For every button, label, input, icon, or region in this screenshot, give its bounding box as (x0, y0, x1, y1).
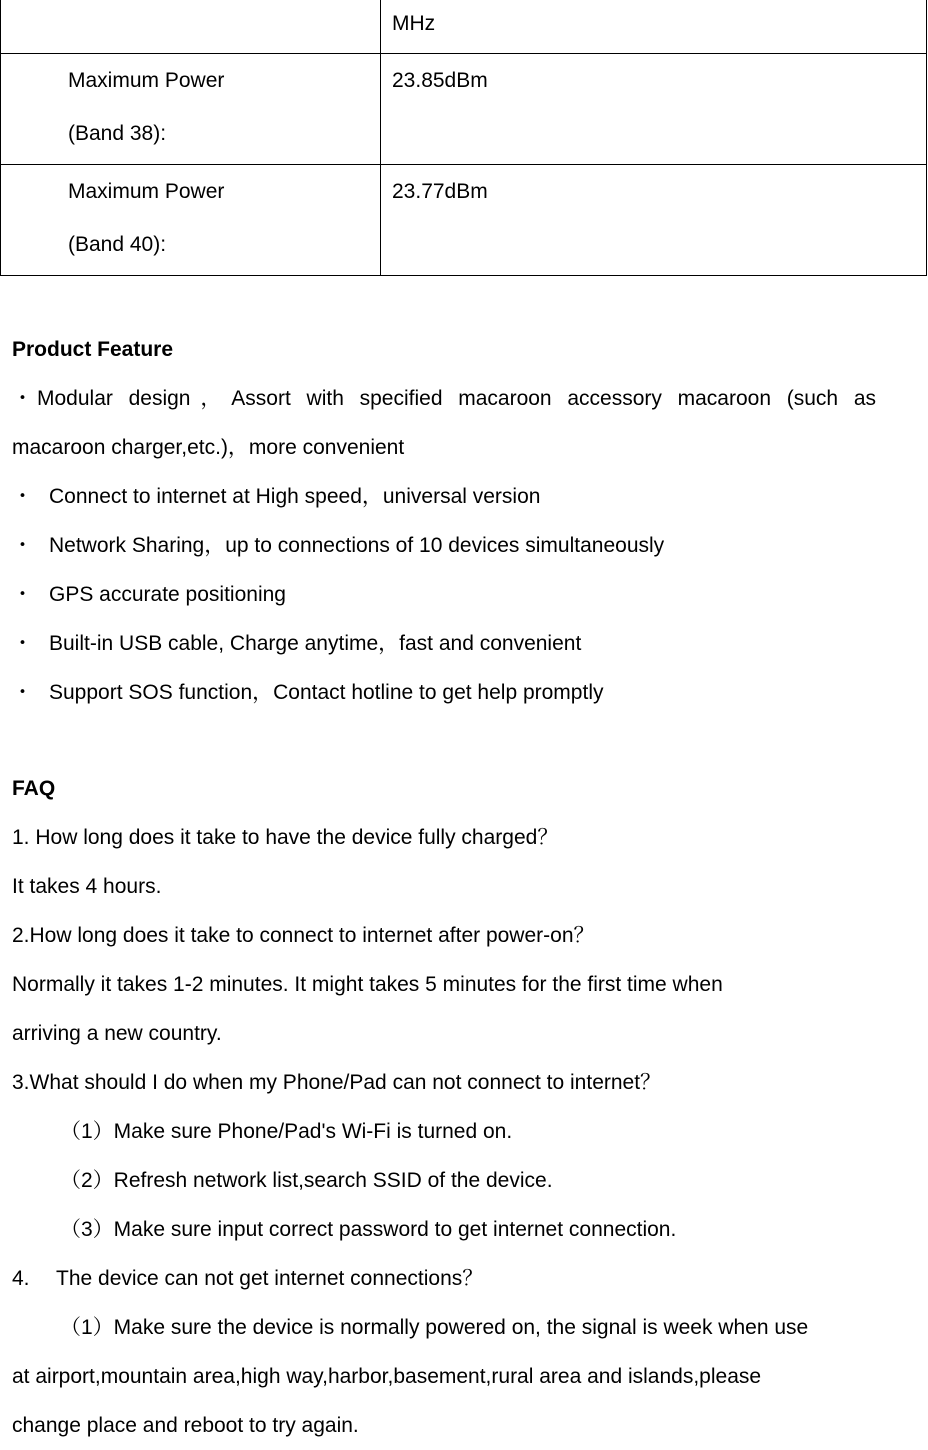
feature-list (12, 374, 892, 717)
feature-text: GPS accurate positioning (49, 583, 286, 606)
faq-answer: at airport,mountain area,high way,harbor,basement,rural area and islands,please (12, 1365, 762, 1388)
feature-text: Network Sharing，up to connections of 10 devices simultaneously (49, 534, 665, 557)
faq-question (12, 1254, 892, 1303)
spec-value-cell (381, 54, 927, 165)
spec-value: 23.85dBm (392, 69, 488, 92)
spec-label-line: (Band 40): (68, 233, 167, 256)
faq-answer-step: （3）Make sure input correct password to get internet connection. (60, 1218, 677, 1241)
table-row (1, 0, 927, 54)
faq-heading: FAQ (12, 777, 56, 800)
feature-text: Support SOS function，Contact hotline to get help promptly (49, 681, 604, 704)
list-item (12, 472, 892, 521)
faq-question: 3.What should I do when my Phone/Pad can not connect to internet？ (12, 1071, 662, 1094)
table-row (1, 165, 927, 276)
product-feature-heading: Product Feature (12, 338, 174, 361)
feature-text: macaroon charger,etc.)，more convenient (12, 436, 405, 459)
feature-text: Modular design，Assort with specified macaroon accessory macaroon (such as (37, 387, 876, 410)
table-row (1, 54, 927, 165)
bullet-icon: ・ (12, 632, 33, 655)
faq-question-number: 4. (12, 1267, 30, 1290)
spec-label-cell (1, 165, 381, 276)
faq-answer: Normally it takes 1-2 minutes. It might takes 5 minutes for the first time when (12, 973, 723, 996)
faq-question-text: The device can not get internet connections？ (56, 1267, 484, 1290)
spec-value-cell (381, 165, 927, 276)
spec-value: 23.77dBm (392, 180, 488, 203)
list-item (12, 570, 892, 619)
faq-answer: It takes 4 hours. (12, 875, 162, 898)
list-item (12, 521, 892, 570)
faq-answer-step: （1）Make sure Phone/Pad's Wi-Fi is turned on. (60, 1120, 513, 1143)
spec-label-line: (Band 38): (68, 122, 167, 145)
list-item (12, 668, 892, 717)
spec-label-cell (1, 54, 381, 165)
feature-text: Built-in USB cable, Charge anytime，fast and convenient (49, 632, 582, 655)
faq-answer: arriving a new country. (12, 1022, 222, 1045)
list-item (12, 374, 892, 423)
list-item (12, 423, 892, 472)
spec-table (0, 0, 927, 276)
spec-label-cell (1, 0, 381, 54)
bullet-icon: ・ (12, 534, 33, 557)
product-feature-section (12, 325, 892, 717)
faq-section (12, 764, 892, 1450)
feature-text: Connect to internet at High speed，universal version (49, 485, 541, 508)
bullet-icon: ・ (12, 681, 33, 704)
faq-question: 1. How long does it take to have the device fully charged？ (12, 826, 559, 849)
list-item (12, 619, 892, 668)
bullet-icon: ・ (12, 485, 33, 508)
spec-label-line: Maximum Power (68, 69, 225, 92)
faq-answer: change place and reboot to try again. (12, 1414, 359, 1437)
bullet-icon: ・ (12, 387, 33, 410)
faq-answer-step: （1）Make sure the device is normally powered on, the signal is week when use (60, 1316, 809, 1339)
faq-question: 2.How long does it take to connect to internet after power-on？ (12, 924, 595, 947)
bullet-icon: ・ (12, 583, 33, 606)
spec-value-cell: MHz (381, 0, 927, 54)
spec-label-line: Maximum Power (68, 180, 225, 203)
faq-answer-step: （2）Refresh network list,search SSID of the device. (60, 1169, 553, 1192)
